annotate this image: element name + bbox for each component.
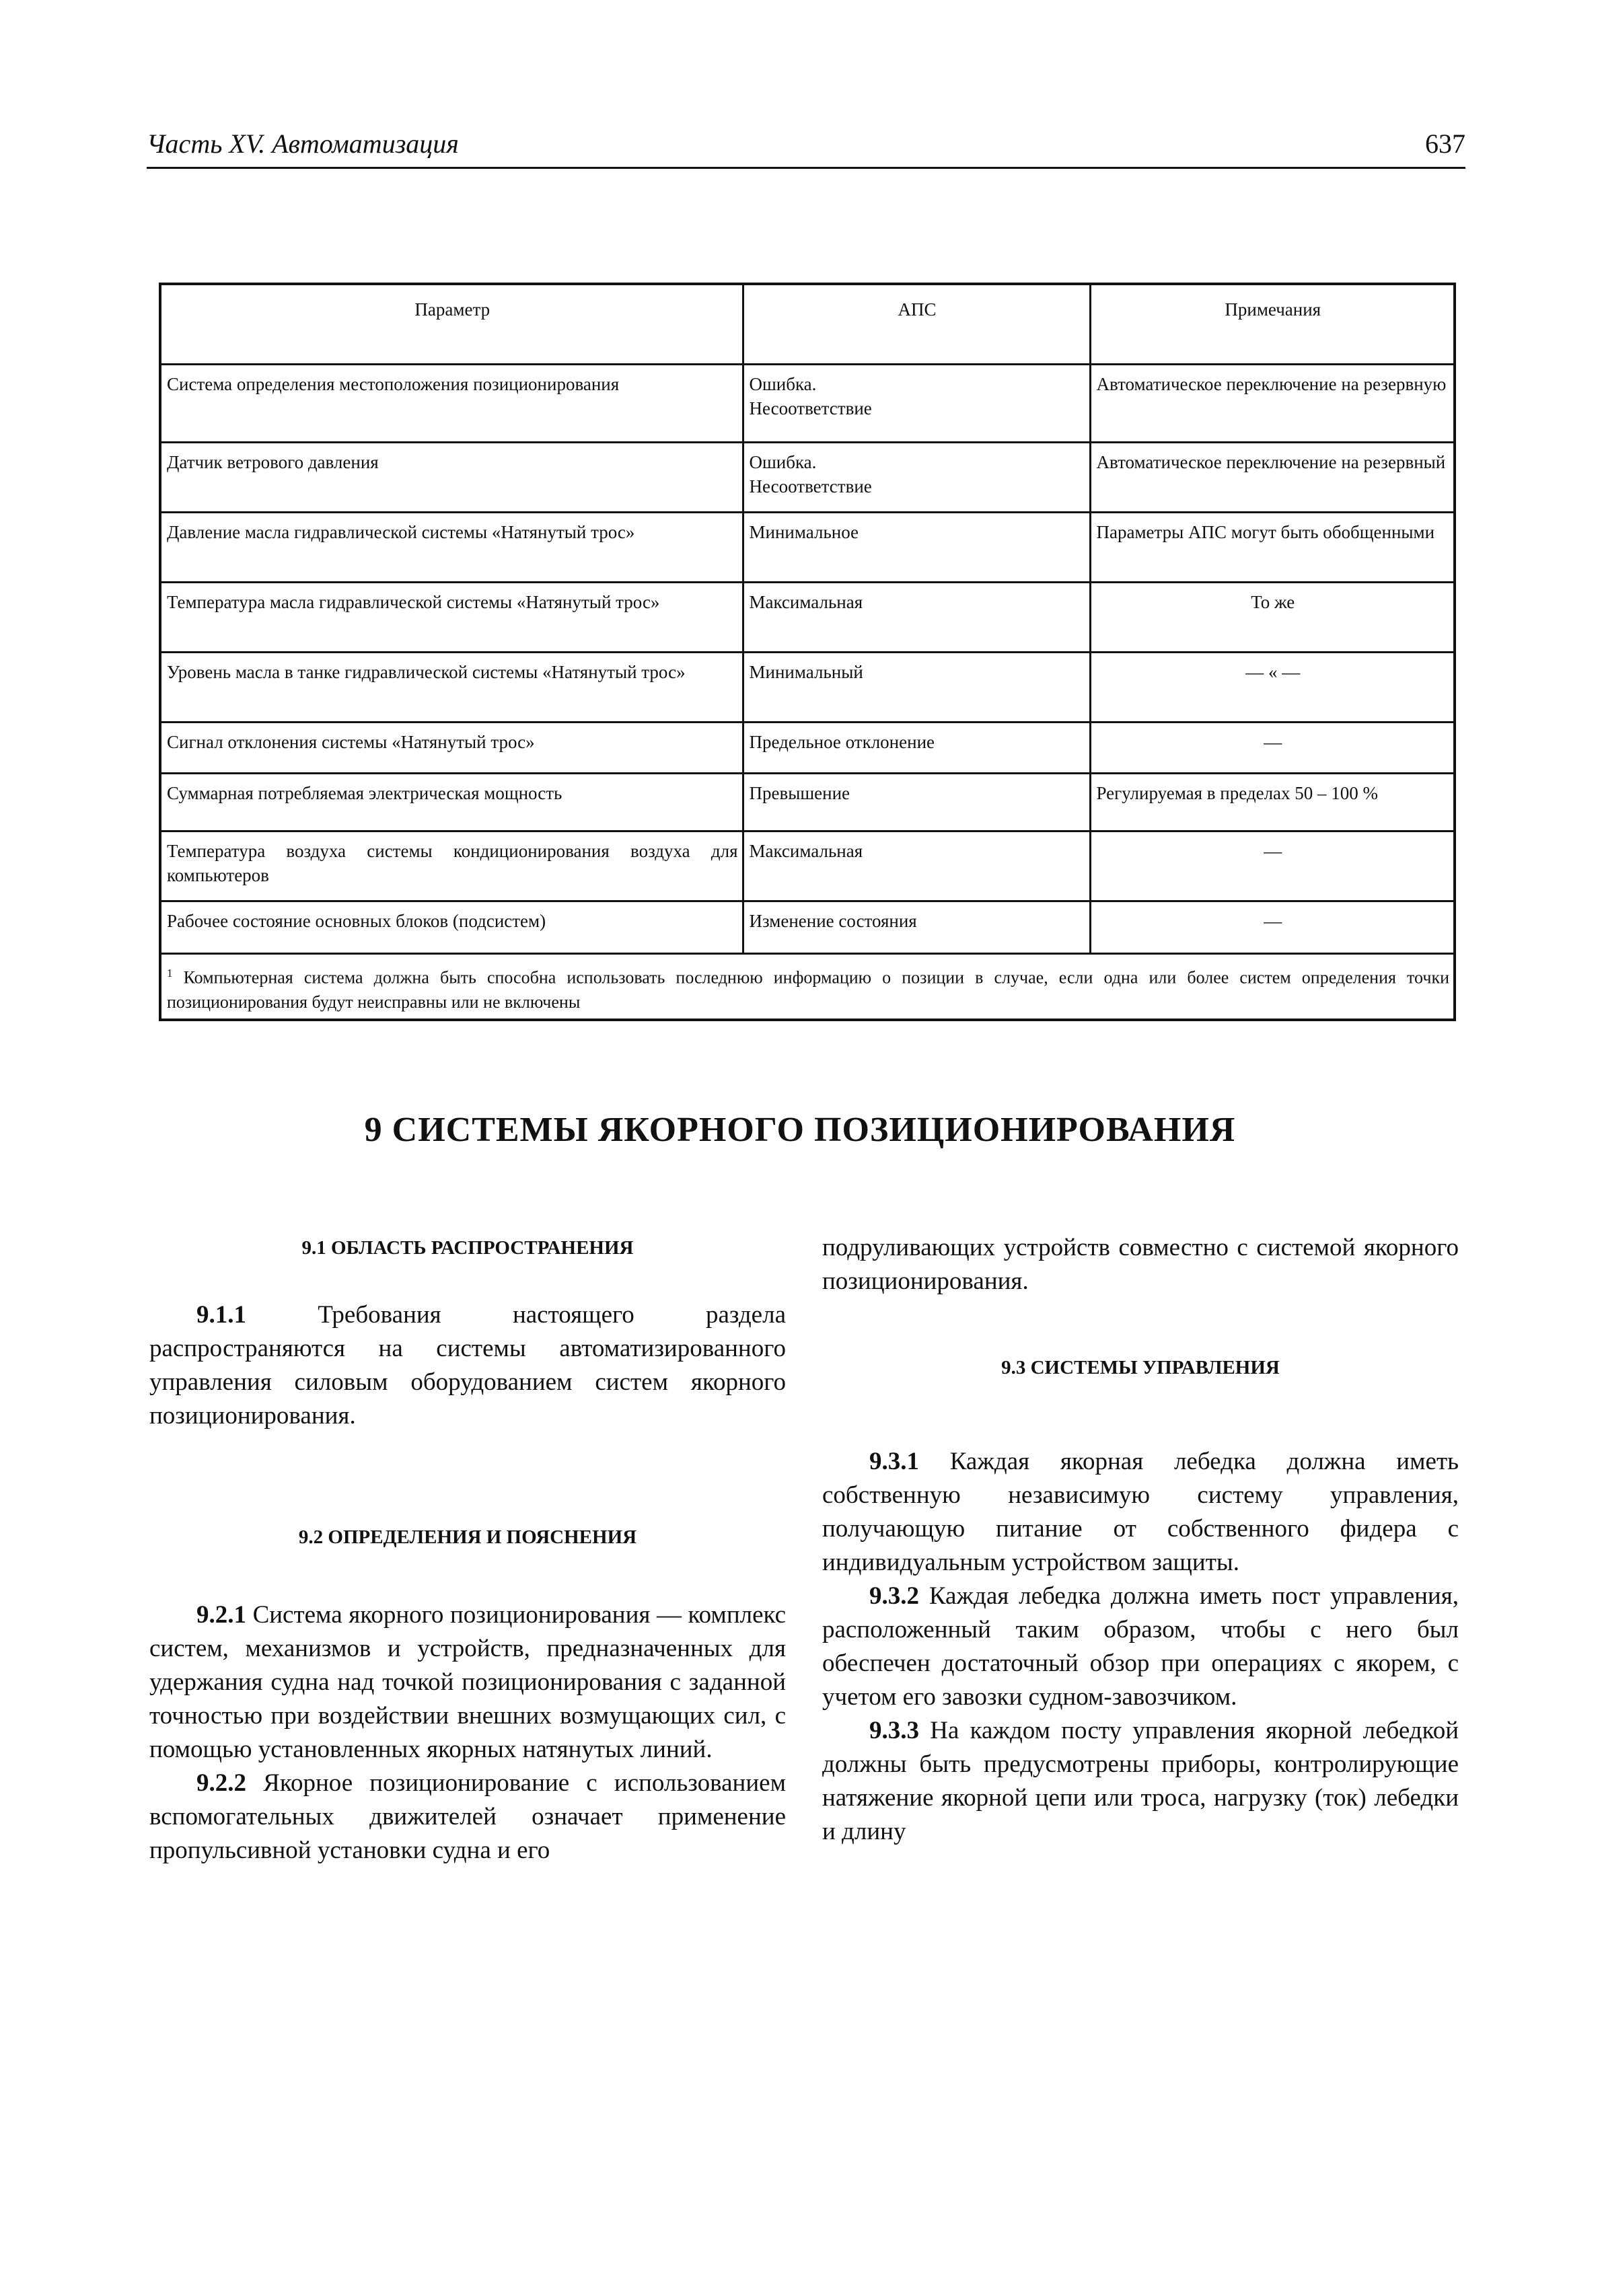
paragraph-number: 9.2.1	[196, 1601, 246, 1629]
cell-notes: —	[1090, 831, 1455, 901]
table-row	[160, 365, 1455, 443]
paragraph-9-1-1: 9.1.1 Требования настоящего раздела распространяются на системы автоматизированного управления силовым оборудованием систем якорного позиционирования.	[149, 1301, 786, 1430]
column-header-parameter: Параметр	[160, 284, 743, 365]
table-footnote-row	[160, 954, 1455, 1020]
cell-notes: Автоматическое переключение на резервный	[1090, 443, 1455, 513]
cell-parameter: Уровень масла в танке гидравлической системы «Натянутый трос»	[160, 653, 743, 723]
table-row	[160, 723, 1455, 774]
table-row	[160, 653, 1455, 723]
cell-aps: Предельное отклонение	[743, 723, 1090, 774]
parameters-table	[159, 283, 1456, 1021]
cell-parameter: Датчик ветрового давления	[160, 443, 743, 513]
cell-aps: Ошибка. Несоответствие	[743, 443, 1090, 513]
cell-parameter: Система определения местоположения позиционирования	[160, 365, 743, 443]
cell-aps: Максимальная	[743, 583, 1090, 653]
table-row	[160, 583, 1455, 653]
cell-notes: Автоматическое переключение на резервную	[1090, 365, 1455, 443]
cell-notes: —	[1090, 901, 1455, 954]
paragraph-9-3-2: 9.3.2 Каждая лебедка должна иметь пост управления, расположенный таким образом, чтобы с него был обеспечен достаточный обзор при операциях с якорем, с учетом его завозки судном-завозчиком.	[822, 1582, 1459, 1711]
paragraph-9-2-2: 9.2.2 Якорное позиционирование с использованием вспомогательных движителей означает применение пропульсивной установки судна и его	[149, 1769, 786, 1864]
cell-parameter: Суммарная потребляемая электрическая мощность	[160, 774, 743, 831]
paragraph-number: 9.3.1	[869, 1448, 919, 1475]
subsection-heading-9-1: 9.1 ОБЛАСТЬ РАСПРОСТРАНЕНИЯ	[301, 1237, 634, 1259]
cell-parameter: Давление масла гидравлической системы «Натянутый трос»	[160, 513, 743, 583]
column-header-aps: АПС	[743, 284, 1090, 365]
paragraph-9-3-3: 9.3.3 На каждом посту управления якорной лебедкой должны быть предусмотрены приборы, контролирующие натяжение якорной цепи или троса, нагрузку (ток) лебедки и длину	[822, 1717, 1459, 1845]
table-row	[160, 513, 1455, 583]
table-row	[160, 774, 1455, 831]
cell-parameter: Температура масла гидравлической системы «Натянутый трос»	[160, 583, 743, 653]
page-number: 637	[1425, 128, 1465, 159]
cell-notes: —	[1090, 723, 1455, 774]
table-row	[160, 901, 1455, 954]
paragraph-9-2-1: 9.2.1 Система якорного позиционирования — комплекс систем, механизмов и устройств, предназначенных для удержания судна над точкой позиционирования с заданной точностью при воздействии внешних возмущающих сил, с помощью установленных якорных натянутых линий.	[149, 1601, 786, 1763]
cell-aps: Минимальный	[743, 653, 1090, 723]
cell-notes: То же	[1090, 583, 1455, 653]
cell-notes: Параметры АПС могут быть обобщенными	[1090, 513, 1455, 583]
subsection-heading-9-3: 9.3 СИСТЕМЫ УПРАВЛЕНИЯ	[1001, 1357, 1280, 1378]
paragraph-continuation: подруливающих устройств совместно с системой якорного позиционирования.	[822, 1234, 1459, 1295]
cell-notes: Регулируемая в пределах 50 – 100 %	[1090, 774, 1455, 831]
footnote-text: Компьютерная система должна быть способна использовать последнюю информацию о позиции в случае, если одна или более систем определения точки позиционирования будут неисправны или не включены	[167, 967, 1450, 1012]
paragraph-number: 9.2.2	[196, 1769, 246, 1797]
paragraph-number: 9.3.2	[869, 1582, 919, 1610]
footnote-mark: 1	[167, 967, 173, 979]
cell-aps: Превышение	[743, 774, 1090, 831]
table-footnote	[160, 954, 1455, 1020]
cell-parameter: Сигнал отклонения системы «Натянутый трос»	[160, 723, 743, 774]
subsection-heading-9-2: 9.2 ОПРЕДЕЛЕНИЯ И ПОЯСНЕНИЯ	[298, 1526, 637, 1548]
page-header	[147, 128, 1465, 169]
column-header-notes: Примечания	[1090, 284, 1455, 365]
cell-aps: Ошибка. Несоответствие	[743, 365, 1090, 443]
cell-notes: — « —	[1090, 653, 1455, 723]
left-column	[149, 1231, 786, 1867]
cell-parameter: Рабочее состояние основных блоков (подсистем)	[160, 901, 743, 954]
cell-parameter: Температура воздуха системы кондиционирования воздуха для компьютеров	[160, 831, 743, 901]
paragraph-9-3-1: 9.3.1 Каждая якорная лебедка должна иметь собственную независимую систему управления, получающую питание от собственного фидера с индивидуальным устройством защиты.	[822, 1448, 1459, 1576]
cell-aps: Минимальное	[743, 513, 1090, 583]
cell-aps: Изменение состояния	[743, 901, 1090, 954]
table-row	[160, 443, 1455, 513]
running-title: Часть XV. Автоматизация	[147, 128, 459, 159]
paragraph-number: 9.1.1	[196, 1301, 246, 1329]
table-row	[160, 831, 1455, 901]
paragraph-number: 9.3.3	[869, 1717, 919, 1744]
table-header-row	[160, 284, 1455, 365]
cell-aps: Максимальная	[743, 831, 1090, 901]
section-title: 9 СИСТЕМЫ ЯКОРНОГО ПОЗИЦИОНИРОВАНИЯ	[364, 1111, 1236, 1149]
right-column	[822, 1231, 1459, 1849]
